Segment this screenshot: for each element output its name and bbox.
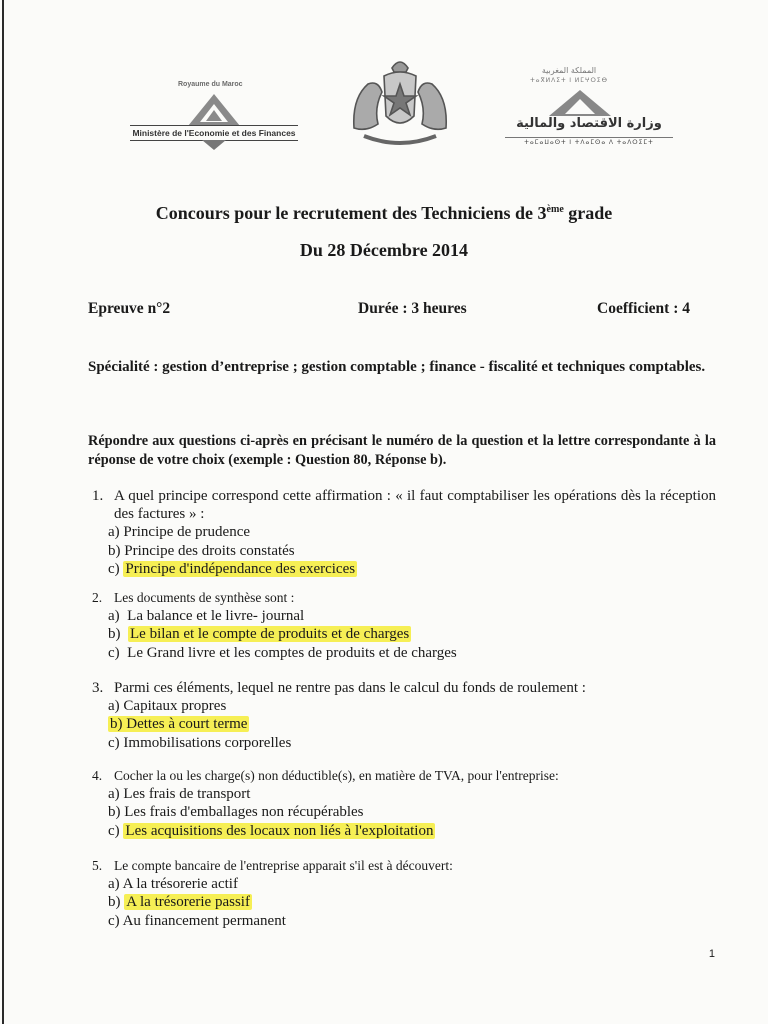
question-text: Cocher la ou les charge(s) non déductible(s), en matière de TVA, pour l'entreprise: <box>114 768 559 783</box>
question-text: Les documents de synthèse sont : <box>114 590 295 605</box>
option-b: b) Le bilan et le compte de produits et de charges <box>108 626 410 643</box>
option-b: b) Principe des droits constatés <box>108 542 295 559</box>
question-number: 2. <box>92 590 103 605</box>
triangle-logo-icon <box>188 94 240 126</box>
logo-tifinagh-kingdom: ⵜⴰⴳⵍⴷⵉⵜ ⵏ ⵍⵎⵖⵔⵉⴱ <box>530 78 608 84</box>
question-3 <box>92 679 716 752</box>
option-b <box>108 715 716 733</box>
question-text: Le compte bancaire de l'entreprise apparait s'il est à découvert: <box>114 858 453 873</box>
logo-arabic-kingdom: المملكة المغربية <box>541 66 597 75</box>
highlighted-answer: Le bilan et le compte de produits et de charges <box>130 626 410 643</box>
scan-edge-line <box>2 0 4 1024</box>
ministry-logo-right <box>505 60 675 155</box>
question-number: 5. <box>92 858 103 873</box>
option-a: a) A la trésorerie actif <box>108 876 238 893</box>
logo-tail-icon <box>202 140 226 150</box>
ministry-logo-left <box>130 80 300 155</box>
option-c: c) Les acquisitions des locaux non liés à l'exploitation <box>108 822 434 839</box>
exam-date: Du 28 Décembre 2014 <box>299 240 469 260</box>
logo-ministry-name: Ministère de l'Economie et des Finances <box>130 125 298 141</box>
option-c: c) Principe d'indépendance des exercices <box>108 560 356 577</box>
instructions-text: Répondre aux questions ci-après en précisant le numéro de la question et la lettre correspondante à la réponse de votre choix (exemple : Question 80, Réponse b). <box>88 433 716 468</box>
specialite-text: Spécialité : gestion d’entreprise ; gestion comptable ; finance - fiscalité et techniques comptables. <box>88 359 706 375</box>
question-number: 1. <box>92 488 104 504</box>
option-c: c) Au financement permanent <box>108 912 286 929</box>
highlighted-answer: b) Dettes à court terme <box>110 716 248 733</box>
question-text: Parmi ces éléments, lequel ne rentre pas dans le calcul du fonds de roulement : <box>114 680 586 696</box>
royal-coat-of-arms-icon <box>344 58 456 148</box>
question-2 <box>92 589 716 662</box>
option-c: c) Immobilisations corporelles <box>108 734 292 751</box>
logo-top-text: Royaume du Maroc <box>178 81 243 88</box>
option-c: c) Le Grand livre et les comptes de produits et de charges <box>108 644 457 661</box>
option-a: a) Capitaux propres <box>108 698 227 715</box>
option-a: a) Les frais de transport <box>108 786 251 803</box>
option-a: a) Principe de prudence <box>108 524 251 541</box>
epreuve-label: Epreuve n°2 <box>88 300 171 317</box>
question-number: 4. <box>92 768 103 783</box>
exam-title: Concours pour le recrutement des Techniciens de 3ème grade <box>155 203 613 223</box>
coefficient-label: Coefficient : 4 <box>597 300 690 317</box>
highlighted-answer: Les acquisitions des locaux non liés à l'exploitation <box>125 822 434 839</box>
question-text: A quel principe correspond cette affirmation : « il faut comptabiliser les opérations dès la réception des factures » : <box>114 488 716 523</box>
option-b: b) Les frais d'emballages non récupérables <box>108 804 364 821</box>
logo-tifinagh-ministry: ⵜⴰⵎⴰⵡⴰⵙⵜ ⵏ ⵜⴷⴰⵎⵙⴰ ⴷ ⵜⴰⴷⵔⵉⵎⵜ <box>505 137 673 146</box>
option-b: b) A la trésorerie passif <box>108 894 250 911</box>
question-1 <box>92 487 716 578</box>
option-a: a) La balance et le livre- journal <box>108 608 305 625</box>
exam-meta-row <box>88 300 690 320</box>
triangle-logo-icon <box>549 90 611 116</box>
logo-arabic-ministry: وزارة الاقتصاد والمالية <box>516 116 662 131</box>
question-4 <box>92 767 716 840</box>
duree-label: Durée : 3 heures <box>358 300 467 317</box>
highlighted-answer: Principe d'indépendance des exercices <box>125 560 356 577</box>
highlighted-answer: A la trésorerie passif <box>126 894 250 911</box>
question-5 <box>92 857 716 930</box>
page-number: 1 <box>708 948 715 960</box>
question-number: 3. <box>92 680 104 696</box>
